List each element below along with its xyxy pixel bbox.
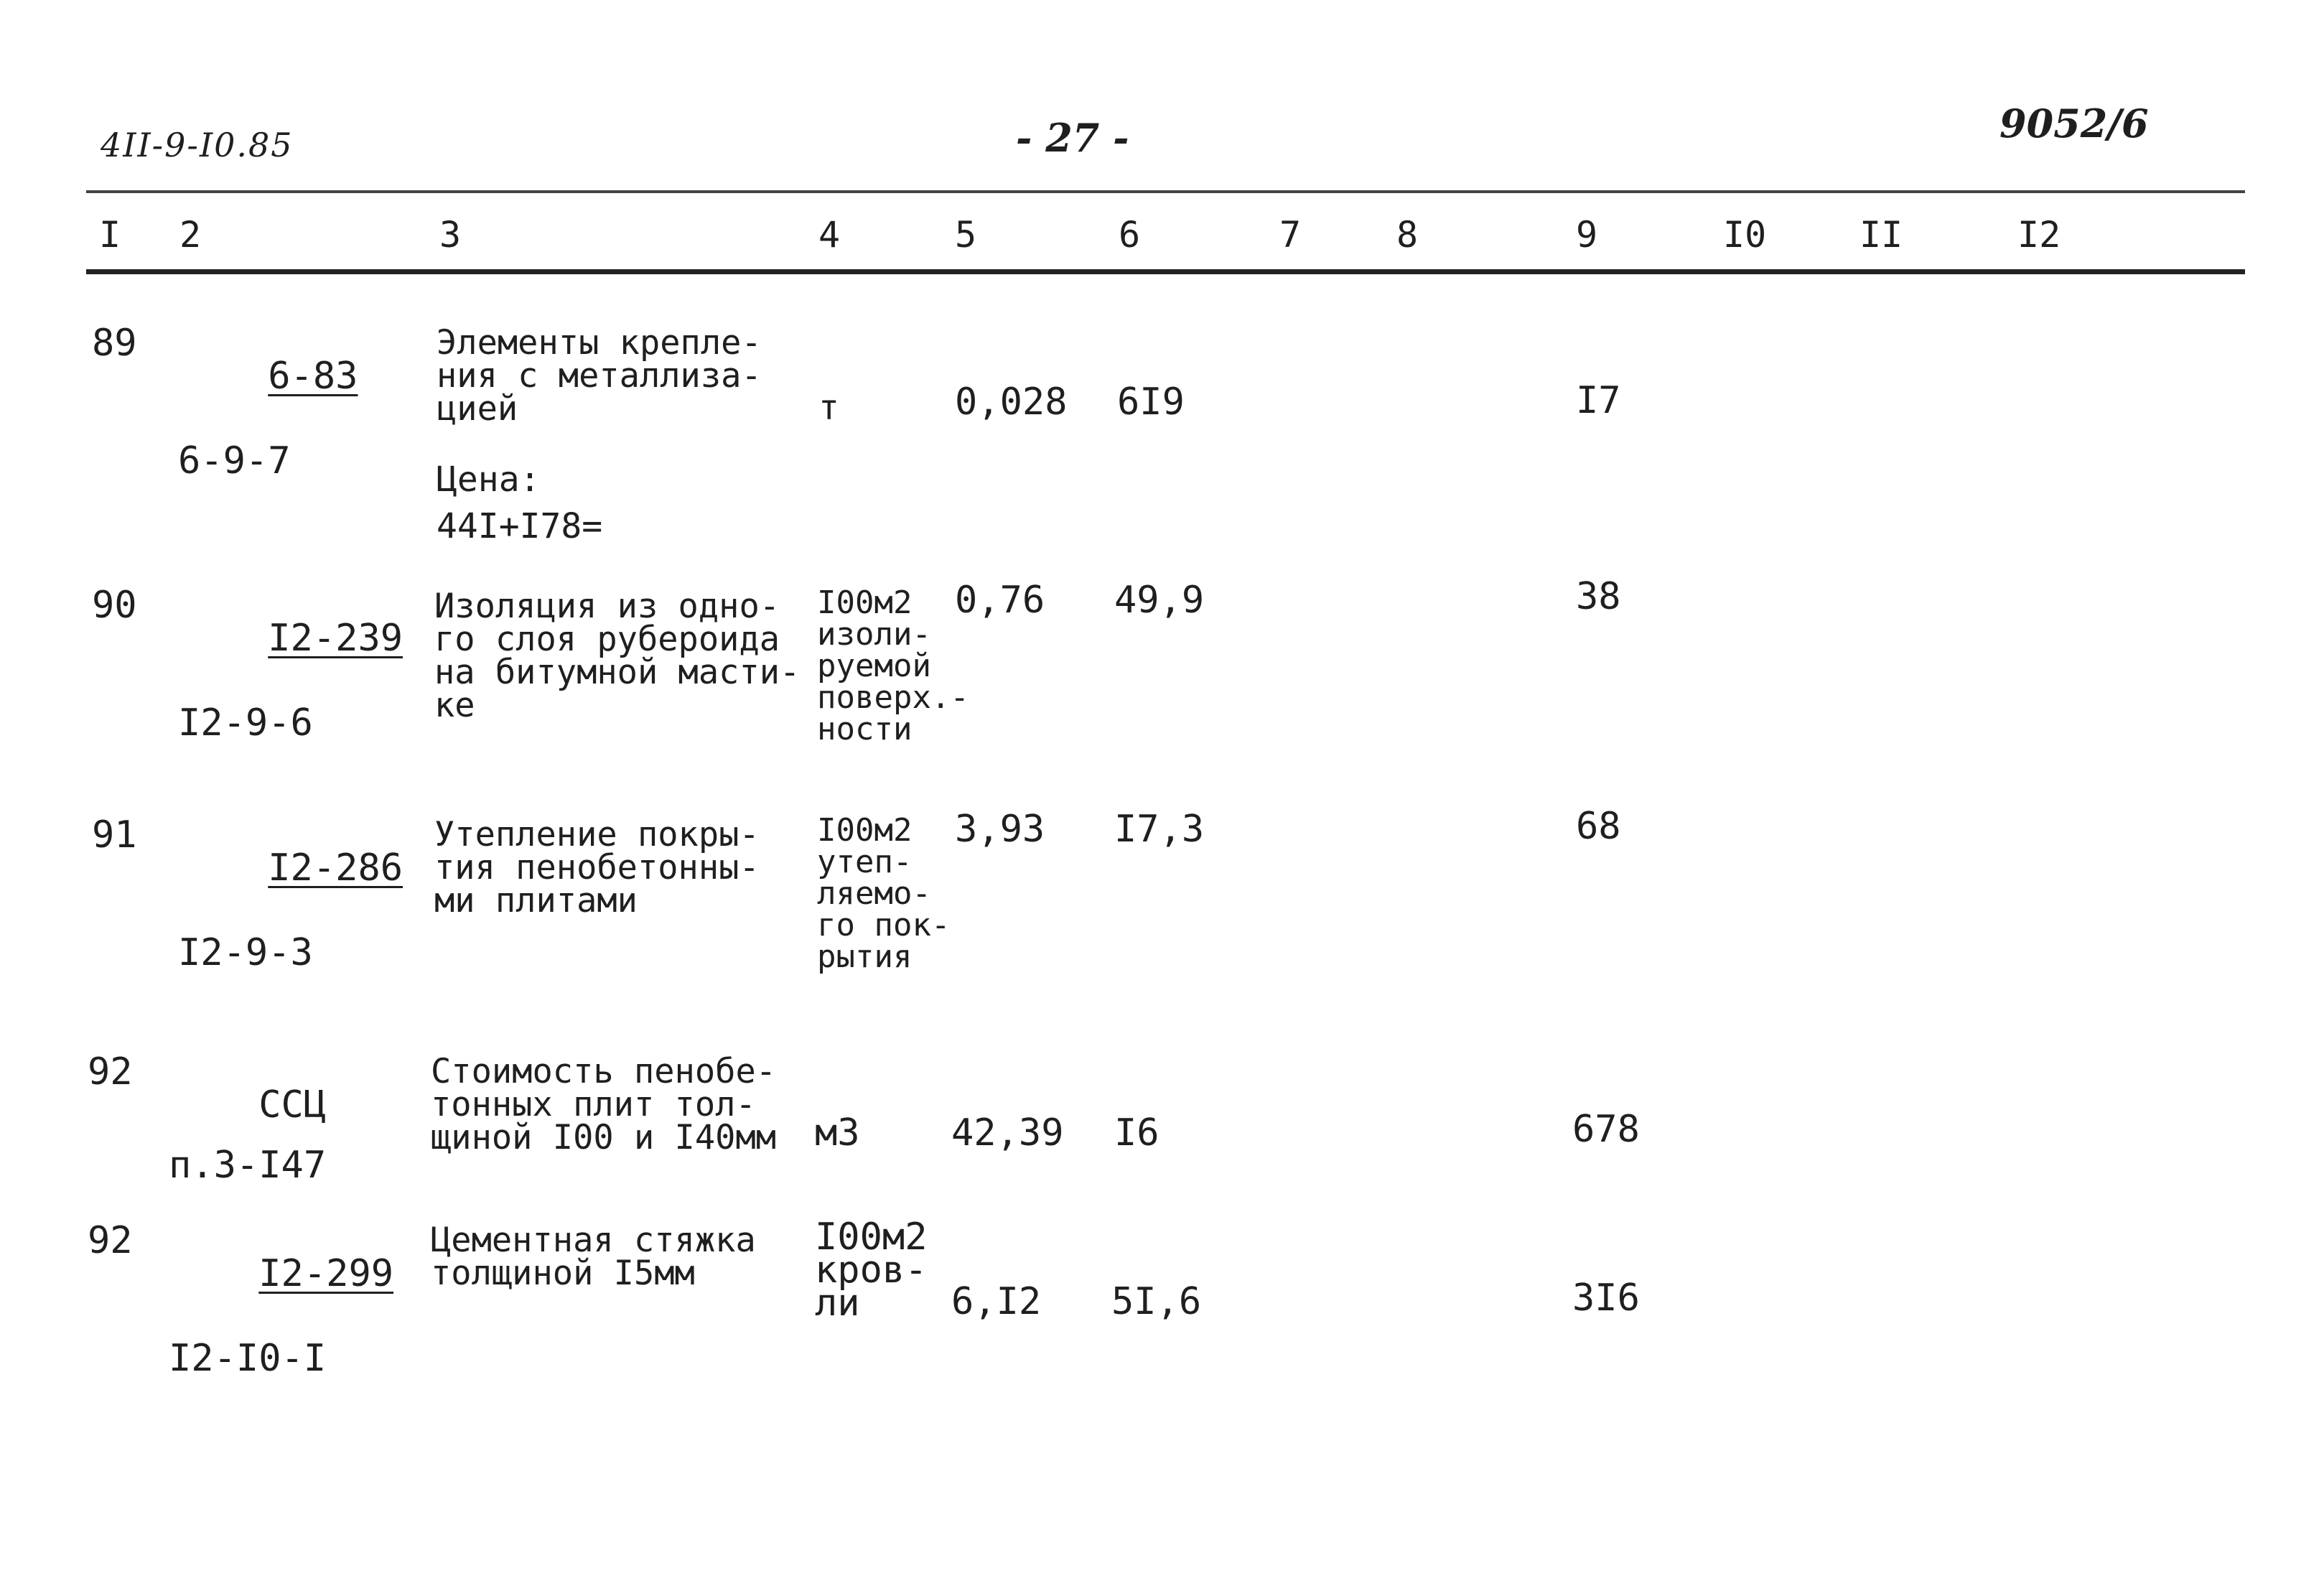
norm-code-top: I2-239 (268, 617, 403, 660)
unit: т (818, 388, 839, 428)
row-number: 92 (88, 1219, 133, 1262)
norm-code (178, 589, 403, 806)
work-description: Изоляция из одно- го слоя рубероида на битумной масти- ке (434, 587, 801, 725)
norm-code-top: I2-286 (268, 846, 403, 890)
document-code: 4II-9-I0.85 (101, 126, 294, 164)
column-number: 9 (1576, 214, 1598, 256)
work-description: Цементная стяжка толщиной I5мм (431, 1221, 756, 1293)
norm-code-bottom: I2-9-3 (178, 931, 313, 974)
column-number: 2 (179, 214, 202, 256)
column-number: 8 (1396, 214, 1419, 256)
row-number: 90 (92, 584, 137, 627)
header-bottom-rule (86, 269, 2245, 274)
column-number: 3 (439, 214, 462, 256)
column-number: I (99, 214, 121, 256)
unit: I00м2 изоли- руемой поверх.- ности (817, 584, 969, 747)
norm-code (178, 327, 358, 544)
quantity: 0,76 (955, 579, 1045, 622)
quantity: 3,93 (955, 808, 1045, 851)
unit: I00м2 утеп- ляемо- го пок- рытия (817, 812, 951, 975)
unit-price: I6 (1114, 1111, 1159, 1154)
column-number: I2 (2017, 214, 2061, 256)
norm-code (169, 1055, 326, 1248)
row-number: 92 (88, 1050, 133, 1093)
column-number: II (1859, 214, 1903, 256)
total-cost: 38 (1576, 575, 1621, 618)
total-cost: 3I6 (1572, 1277, 1640, 1320)
column-number: 6 (1119, 214, 1141, 256)
unit: I00м2 кров- ли (815, 1216, 928, 1325)
price-note-label: Цена: (437, 460, 541, 500)
column-number: I0 (1723, 214, 1767, 256)
unit-price: I7,3 (1114, 808, 1205, 851)
norm-code-bottom: I2-I0-I (169, 1337, 327, 1380)
unit-price: 49,9 (1114, 579, 1205, 622)
norm-code-top: I2-299 (258, 1252, 394, 1295)
row-number: 89 (92, 322, 137, 365)
quantity: 6,I2 (951, 1280, 1042, 1323)
total-cost: 678 (1572, 1108, 1640, 1151)
norm-code-top: ССЦ (258, 1083, 327, 1126)
header-top-rule (86, 190, 2245, 193)
norm-code (169, 1224, 393, 1441)
column-number: 7 (1279, 214, 1302, 256)
total-cost: I7 (1576, 379, 1621, 422)
sheet-reference: 9052/6 (1999, 101, 2149, 146)
total-cost: 68 (1576, 805, 1621, 848)
unit-price: 5I,6 (1111, 1280, 1202, 1323)
norm-code-bottom: 6-9-7 (178, 439, 291, 482)
column-number: 5 (955, 214, 977, 256)
norm-code-bottom: I2-9-6 (178, 701, 313, 745)
unit: м3 (815, 1111, 860, 1154)
column-number: 4 (818, 214, 841, 256)
price-note-formula: 44I+I78= (437, 506, 603, 546)
norm-code-top: 6-83 (268, 355, 358, 398)
quantity: 0,028 (955, 381, 1068, 424)
quantity: 42,39 (951, 1111, 1064, 1154)
work-description: Утепление покры- тия пенобетонны- ми плитами (434, 815, 760, 920)
work-description: Стоимость пенобе- тонных плит тол- щиной I00 и I40мм (431, 1052, 777, 1157)
work-description: Элементы крепле- ния с металлиза- цией (437, 323, 762, 429)
norm-code-bottom: п.3-I47 (169, 1144, 327, 1187)
row-number: 91 (92, 813, 137, 857)
norm-code (178, 818, 403, 1035)
unit-price: 6I9 (1117, 381, 1185, 424)
page-number: - 27 - (1016, 115, 1129, 161)
